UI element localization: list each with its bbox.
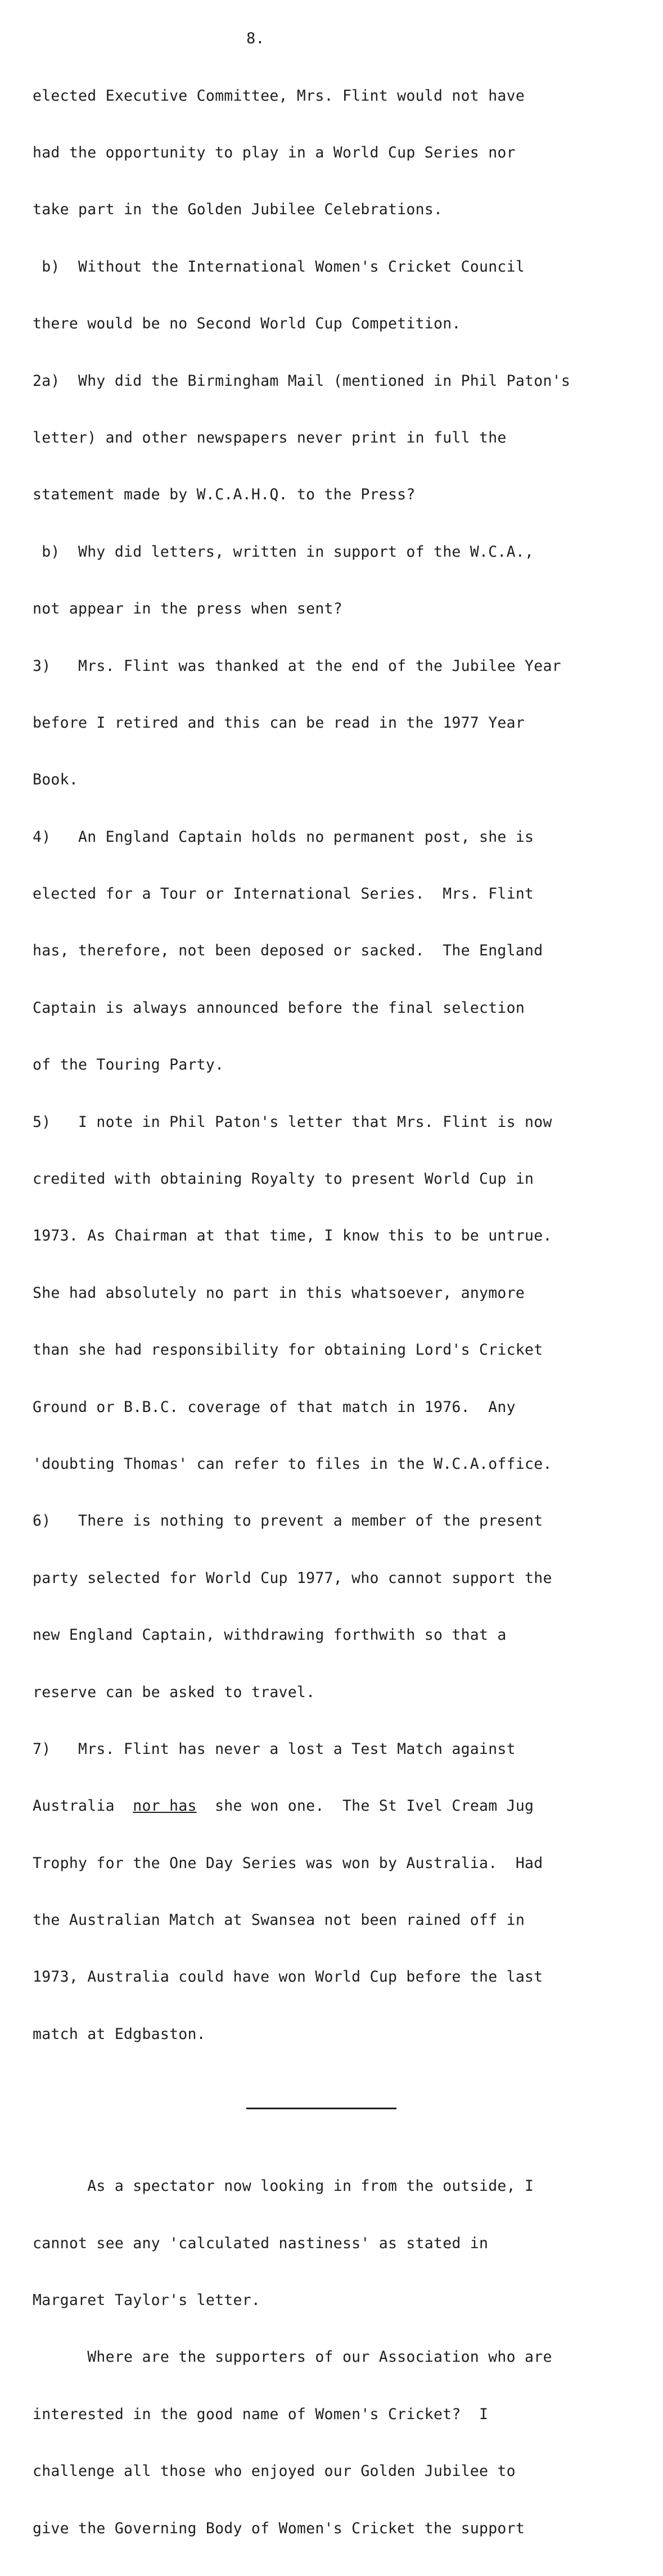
text-line: of the Touring Party. — [33, 1056, 224, 1074]
text-line: Trophy for the One Day Series was won by Australia. Had — [33, 1854, 543, 1872]
text-line: Where are the supporters of our Association who are — [33, 2348, 552, 2366]
text-line: cannot see any 'calculated nastiness' as stated in — [33, 2234, 489, 2252]
text-line: the Australian Match at Swansea not been rained off in — [33, 1911, 525, 1929]
text-line: there would be no Second World Cup Competition. — [33, 315, 461, 333]
text-line: party selected for World Cup 1977, who cannot support the — [33, 1569, 552, 1587]
text-line: before I retired and this can be read in the 1977 Year — [33, 714, 525, 732]
text-line: 3) Mrs. Flint was thanked at the end of the Jubilee Year — [33, 657, 561, 675]
text-line: b) Why did letters, written in support of the W.C.A., — [33, 543, 534, 561]
text-line: new England Captain, withdrawing forthwith so that a — [33, 1626, 507, 1644]
text-line: 5) I note in Phil Paton's letter that Mrs. Flint is now — [33, 1113, 552, 1131]
text-line-with-underline — [33, 1797, 657, 1816]
text-line: not appear in the press when sent? — [33, 600, 342, 618]
text-line: b) Without the International Women's Cricket Council — [33, 258, 525, 276]
text-line: 6) There is nothing to prevent a member of the present — [33, 1512, 543, 1530]
text-line: statement made by W.C.A.H.Q. to the Press? — [33, 486, 416, 504]
text-segment: Australia — [33, 1797, 133, 1815]
text-line: has, therefore, not been deposed or sacked. The England — [33, 942, 543, 960]
text-line: 1973, Australia could have won World Cup before the last — [33, 1968, 543, 1986]
text-line: give the Governing Body of Women's Cricket the support — [33, 2519, 525, 2537]
text-line: elected for a Tour or International Series. Mrs. Flint — [33, 885, 534, 903]
text-line: 1973. As Chairman at that time, I know this to be untrue. — [33, 1227, 552, 1245]
text-line: Captain is always announced before the final selection — [33, 999, 525, 1017]
text-line: reserve can be asked to travel. — [33, 1683, 315, 1701]
divider-rule — [246, 2108, 396, 2109]
text-line: letter) and other newspapers never print in full the — [33, 428, 507, 446]
text-line: match at Edgbaston. — [33, 2025, 206, 2043]
text-line: She had absolutely no part in this whatsoever, anymore — [33, 1284, 525, 1302]
text-line: challenge all those who enjoyed our Golden Jubilee to — [33, 2462, 516, 2480]
section-divider — [33, 2101, 657, 2120]
text-line: than she had responsibility for obtaining Lord's Cricket — [33, 1341, 543, 1359]
text-line: Book. — [33, 771, 79, 789]
text-line: credited with obtaining Royalty to present World Cup in — [33, 1170, 534, 1188]
text-line: had the opportunity to play in a World Cup Series nor — [33, 143, 516, 161]
text-line: 2a) Why did the Birmingham Mail (mentioned in Phil Paton's — [33, 372, 571, 390]
text-segment: she won one. The St Ivel Cream Jug — [196, 1797, 534, 1815]
text-line: interested in the good name of Women's Cricket? I — [33, 2405, 489, 2423]
typed-letter-body — [33, 48, 657, 2576]
text-line: 4) An England Captain holds no permanent post, she is — [33, 828, 534, 846]
text-line: take part in the Golden Jubilee Celebrations. — [33, 201, 443, 219]
text-line: 7) Mrs. Flint has never a lost a Test Match against — [33, 1740, 516, 1758]
page-number: 8. — [246, 30, 265, 47]
underlined-phrase: nor has — [133, 1797, 197, 1815]
text-line: 'doubting Thomas' can refer to files in the W.C.A.office. — [33, 1455, 552, 1473]
text-line: As a spectator now looking in from the outside, I — [33, 2177, 534, 2195]
text-line: Ground or B.B.C. coverage of that match in 1976. Any — [33, 1398, 516, 1416]
text-line: Margaret Taylor's letter. — [33, 2291, 261, 2309]
text-line: elected Executive Committee, Mrs. Flint would not have — [33, 87, 525, 105]
